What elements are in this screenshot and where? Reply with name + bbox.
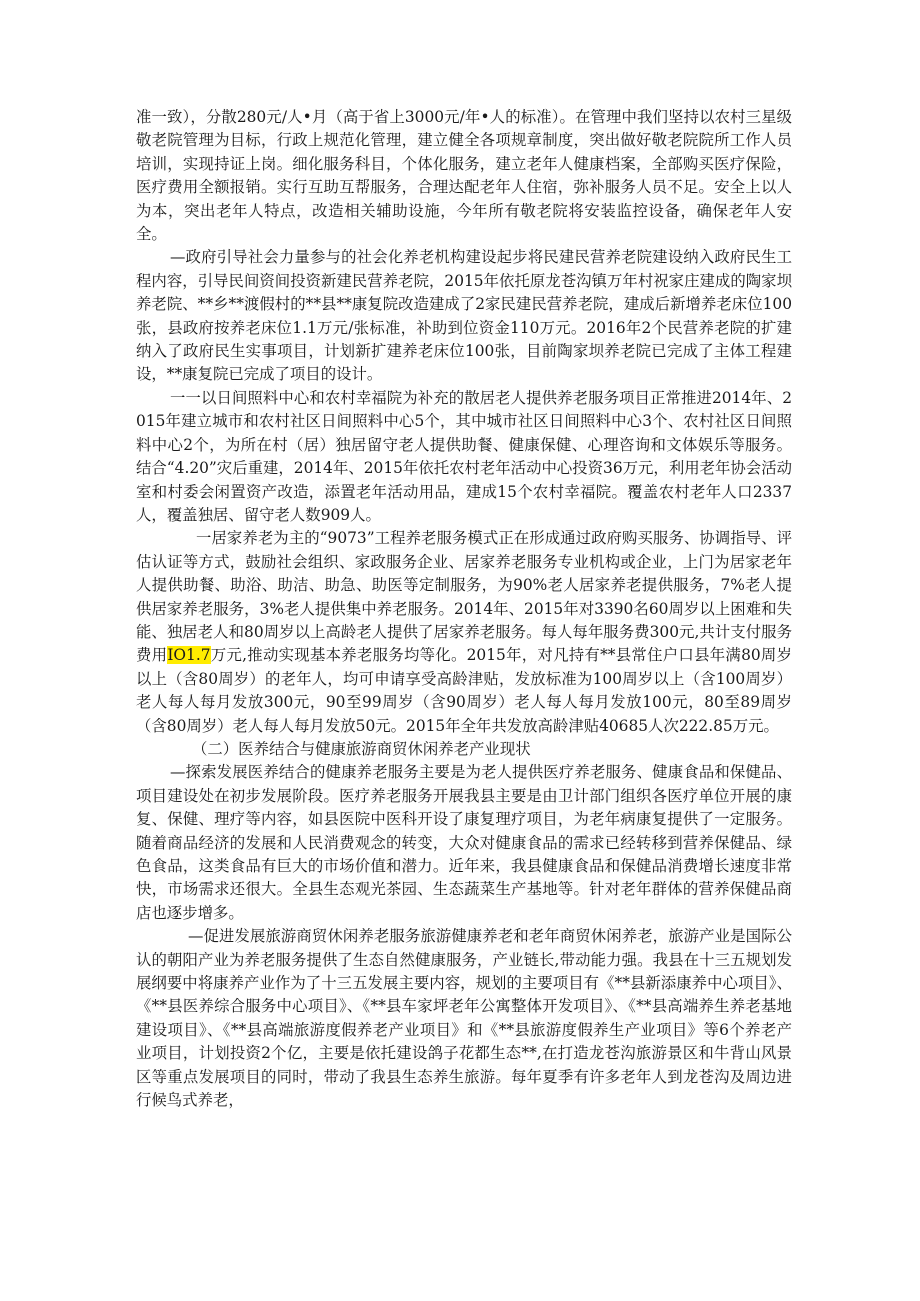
section-heading-medical-tourism: （二）医养结合与健康旅游商贸休闲养老产业现状 xyxy=(192,739,531,758)
paragraph-private-nursing-homes: —政府引导社会力量参与的社会化养老机构建设起步将民建民营养老院建设纳入政府民生工程内容，引导民间资间投资新建民营养老院，2015年依托原龙苍沟镇万年村祝家庄建成的陶家坝养老院、**乡**渡假村的**县**康复院改造建成了2家民建民营养老院，建成后新增养老床位100张，县政府按养老床位1.1万元/张标准，补助到位资金110万元。2016年2个民营养老院的扩建纳入了政府民生实事项目，计划新扩建养老床位100张，目前陶家坝养老院已完成了主体工程建设，**康复院已完成了项目的设计。 xyxy=(136,248,792,384)
paragraph-day-care-centers: 一一以日间照料中心和农村幸福院为补充的散居老人提供养老服务项目正常推进2014年、2015年建立城市和农村社区日间照料中心5个，其中城市社区日间照料中心3个、农村社区日间照料中心2个，为所在村（居）独居留守老人提供助餐、健康保健、心理咨询和文体娱乐等服务。结合“4.20”灾后重建，2014年、2015年依托农村老年活动中心投资36万元，利用老年协会活动室和村委会闲置资产改造，添置老年活动用品，建成15个农村幸福院。覆盖农村老年人口2337人，覆盖独居、留守老人数909人。 xyxy=(136,388,792,524)
paragraph-nursing-home-management: 准一致），分散280元/人•月（高于省上3000元/年•人的标准）。在管理中我们坚持以农村三星级敬老院管理为目标，行政上规范化管理，建立健全各项规章制度，突出做好敬老院院所工作人员培训，实现持证上岗。细化服务科目，个体化服务，建立老年人健康档案，全部购买医疗保险，医疗费用全额报销。实行互助互帮服务，合理达配老年人住宿，弥补服务人员不足。安全上以人为本，突出老年人特点，改造相关辅助设施，今年所有敬老院将安装监控设备，确保老年人安全。 xyxy=(136,108,792,244)
paragraph-medical-care-integration: —探索发展医养结合的健康养老服务主要是为老人提供医疗养老服务、健康食品和保健品、项目建设处在初步发展阶段。医疗养老服务开展我县主要是由卫计部门组织各医疗单位开展的康复、保健、理疗等内容，如县医院中医科开设了康复理疗项目，为老年病康复提供了一定服务。随着商品经济的发展和人民消费观念的转变，大众对健康食品的需求已经转移到营养保健品、绿色食品，这类食品有巨大的市场价值和潜力。近年来，我县健康食品和保健品消费增长速度非常快，市场需求还很大。全县生态观光茶园、生态蔬菜生产基地等。针对老年群体的营养保健品商店也逐步增多。 xyxy=(136,763,792,922)
paragraph-home-care-text-after: 万元,推动实现基本养老服务均等化。2015年，对凡持有**县常住户口县年满80周岁以上（含80周岁）的老年人，均可申请享受高龄津贴，发放标准为100周岁以上（含100周岁）老人每人每月发放300元，90至99周岁（含90周岁）老人每人每月发放100元，80至89周岁（含80周岁）老人每人每月发放50元。2015年全年共发放高龄津贴40685人次222.85万元。 xyxy=(136,646,792,735)
paragraph-home-care-text-before: 一居家养老为主的“9073”工程养老服务模式正在形成通过政府购买服务、协调指导、评估认证等方式，鼓励社会组织、家政服务企业、居家养老服务专业机构或企业，上门为居家老年人提供助餐、助浴、助洁、助急、助医等定制服务，为90%老人居家养老提供服务，7%老人提供居家养老服务，3%老人提供集中养老服务。2014年、2015年对3390名60周岁以上困难和失能、独居老人和80周岁以上高龄老人提供了居家养老服务。每人每年服务费300元,共计支付服务费用 xyxy=(136,529,792,665)
document-body xyxy=(136,106,792,1112)
paragraph-tourism-leisure-elderly-care: —促进发展旅游商贸休闲养老服务旅游健康养老和老年商贸休闲养老，旅游产业是国际公认的朝阳产业为养老服务提供了生态自然健康服务，产业链长,带动能力强。我县在十三五规划发展纲要中将康养产业作为了十三五发展主要内容，规划的主要项目有《**县新添康养中心项目》、《**县医养综合服务中心项目》、《**县车家坪老年公寓整体开发项目》、《**县高端养生养老基地建设项目》、《**县高端旅游度假养老产业项目》和《**县旅游度假养生产业项目》等6个养老产业项目，计划投资2个亿，主要是依托建设鸽子花都生态**,在打造龙苍沟旅游景区和牛背山风景区等重点发展项目的同时，带动了我县生态养生旅游。每年夏季有许多老年人到龙苍沟及周边进行候鸟式养老， xyxy=(136,927,792,1110)
paragraph-home-care-9073 xyxy=(136,527,792,738)
highlighted-figure: IO1.7 xyxy=(167,646,211,665)
